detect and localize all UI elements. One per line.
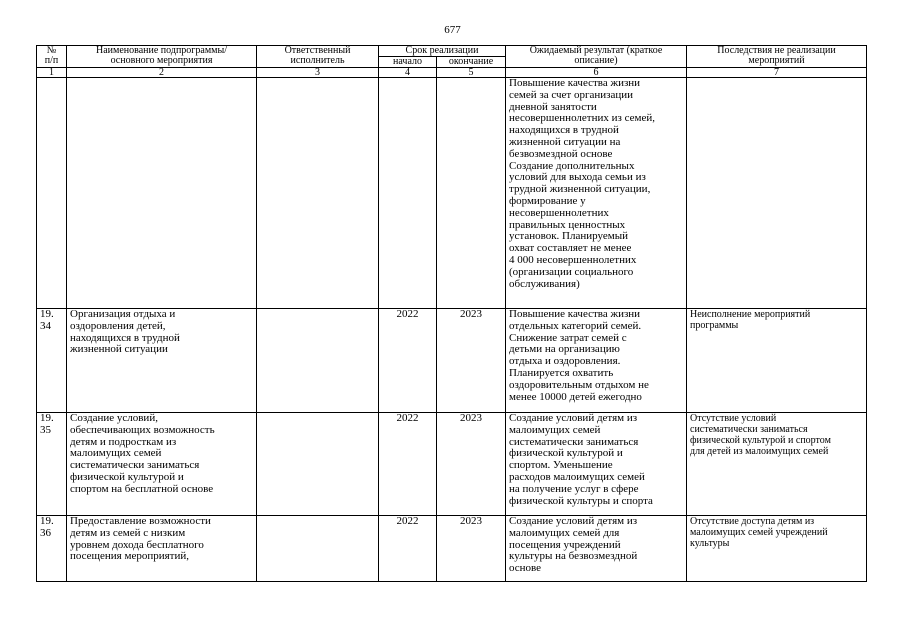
header-consequence: Последствия не реализации мероприятий <box>687 46 867 68</box>
row-end: 2023 <box>437 413 506 516</box>
row-consequence: Отсутствие доступа детям из малоимущих семей учреждений культуры <box>687 516 867 582</box>
row-result: Создание условий детям из малоимущих семей для посещения учреждений культуры на безвозмездной основе <box>506 516 687 582</box>
row-name: Предоставление возможности детям из семей с низким уровнем дохода бесплатного посещения мероприятий, <box>67 516 257 582</box>
row-start: 2022 <box>379 309 437 413</box>
table-row <box>37 78 867 309</box>
row-name: Создание условий, обеспечивающих возможность детям и подросткам из малоимущих семей систематически заниматься физической культурой и спортом на бесплатной основе <box>67 413 257 516</box>
column-number: 3 <box>257 68 379 78</box>
row-start: 2022 <box>379 413 437 516</box>
row-result: Повышение качества жизни отдельных категорий семей. Снижение затрат семей с детьми на организацию отдыха и оздоровления. Планируется охватить оздоровительным отдыхом не менее 10000 детей ежегодно <box>506 309 687 413</box>
page-number: 677 <box>444 24 461 36</box>
header-name: Наименование подпрограммы/ основного мероприятия <box>67 46 257 68</box>
column-number: 4 <box>379 68 437 78</box>
column-number: 7 <box>687 68 867 78</box>
row-executor <box>257 309 379 413</box>
header-end: окончание <box>437 57 506 68</box>
row-result: Повышение качества жизни семей за счет организации дневной занятости несовершеннолетних из семей, находящихся в трудной жизненной ситуации на безвозмездной основе Создание дополнительных условий для выхода семьи из трудной жизненной ситуации, формирование у несовершеннолетних правильных ценностных установок. Планируемый охват составляет не менее 4 000 несовершеннолетних (организации социального обслуживания) <box>506 78 687 309</box>
row-number: 19. 36 <box>37 516 67 582</box>
table-row <box>37 413 867 516</box>
header-period: Срок реализации <box>379 46 506 57</box>
row-start <box>379 78 437 309</box>
header-number: № п/п <box>37 46 67 68</box>
header-start: начало <box>379 57 437 68</box>
column-number-row <box>37 68 867 78</box>
row-name: Организация отдыха и оздоровления детей, находящихся в трудной жизненной ситуации <box>67 309 257 413</box>
row-number: 19. 34 <box>37 309 67 413</box>
table-row <box>37 516 867 582</box>
row-end <box>437 78 506 309</box>
header-row <box>37 46 867 57</box>
row-result: Создание условий детям из малоимущих семей систематически заниматься физической культурой и спортом. Уменьшение расходов малоимущих семей на получение услуг в сфере физической культуры и спорта <box>506 413 687 516</box>
header-executor: Ответственный исполнитель <box>257 46 379 68</box>
column-number: 5 <box>437 68 506 78</box>
column-number: 6 <box>506 68 687 78</box>
row-consequence: Неисполнение мероприятий программы <box>687 309 867 413</box>
row-executor <box>257 78 379 309</box>
program-table <box>36 45 867 582</box>
row-consequence <box>687 78 867 309</box>
row-end: 2023 <box>437 309 506 413</box>
column-number: 1 <box>37 68 67 78</box>
row-start: 2022 <box>379 516 437 582</box>
row-consequence: Отсутствие условий систематически заниматься физической культурой и спортом для детей из малоимущих семей <box>687 413 867 516</box>
table-row <box>37 309 867 413</box>
row-name <box>67 78 257 309</box>
row-number <box>37 78 67 309</box>
row-executor <box>257 516 379 582</box>
column-number: 2 <box>67 68 257 78</box>
row-executor <box>257 413 379 516</box>
row-end: 2023 <box>437 516 506 582</box>
row-number: 19. 35 <box>37 413 67 516</box>
header-result: Ожидаемый результат (краткое описание) <box>506 46 687 68</box>
